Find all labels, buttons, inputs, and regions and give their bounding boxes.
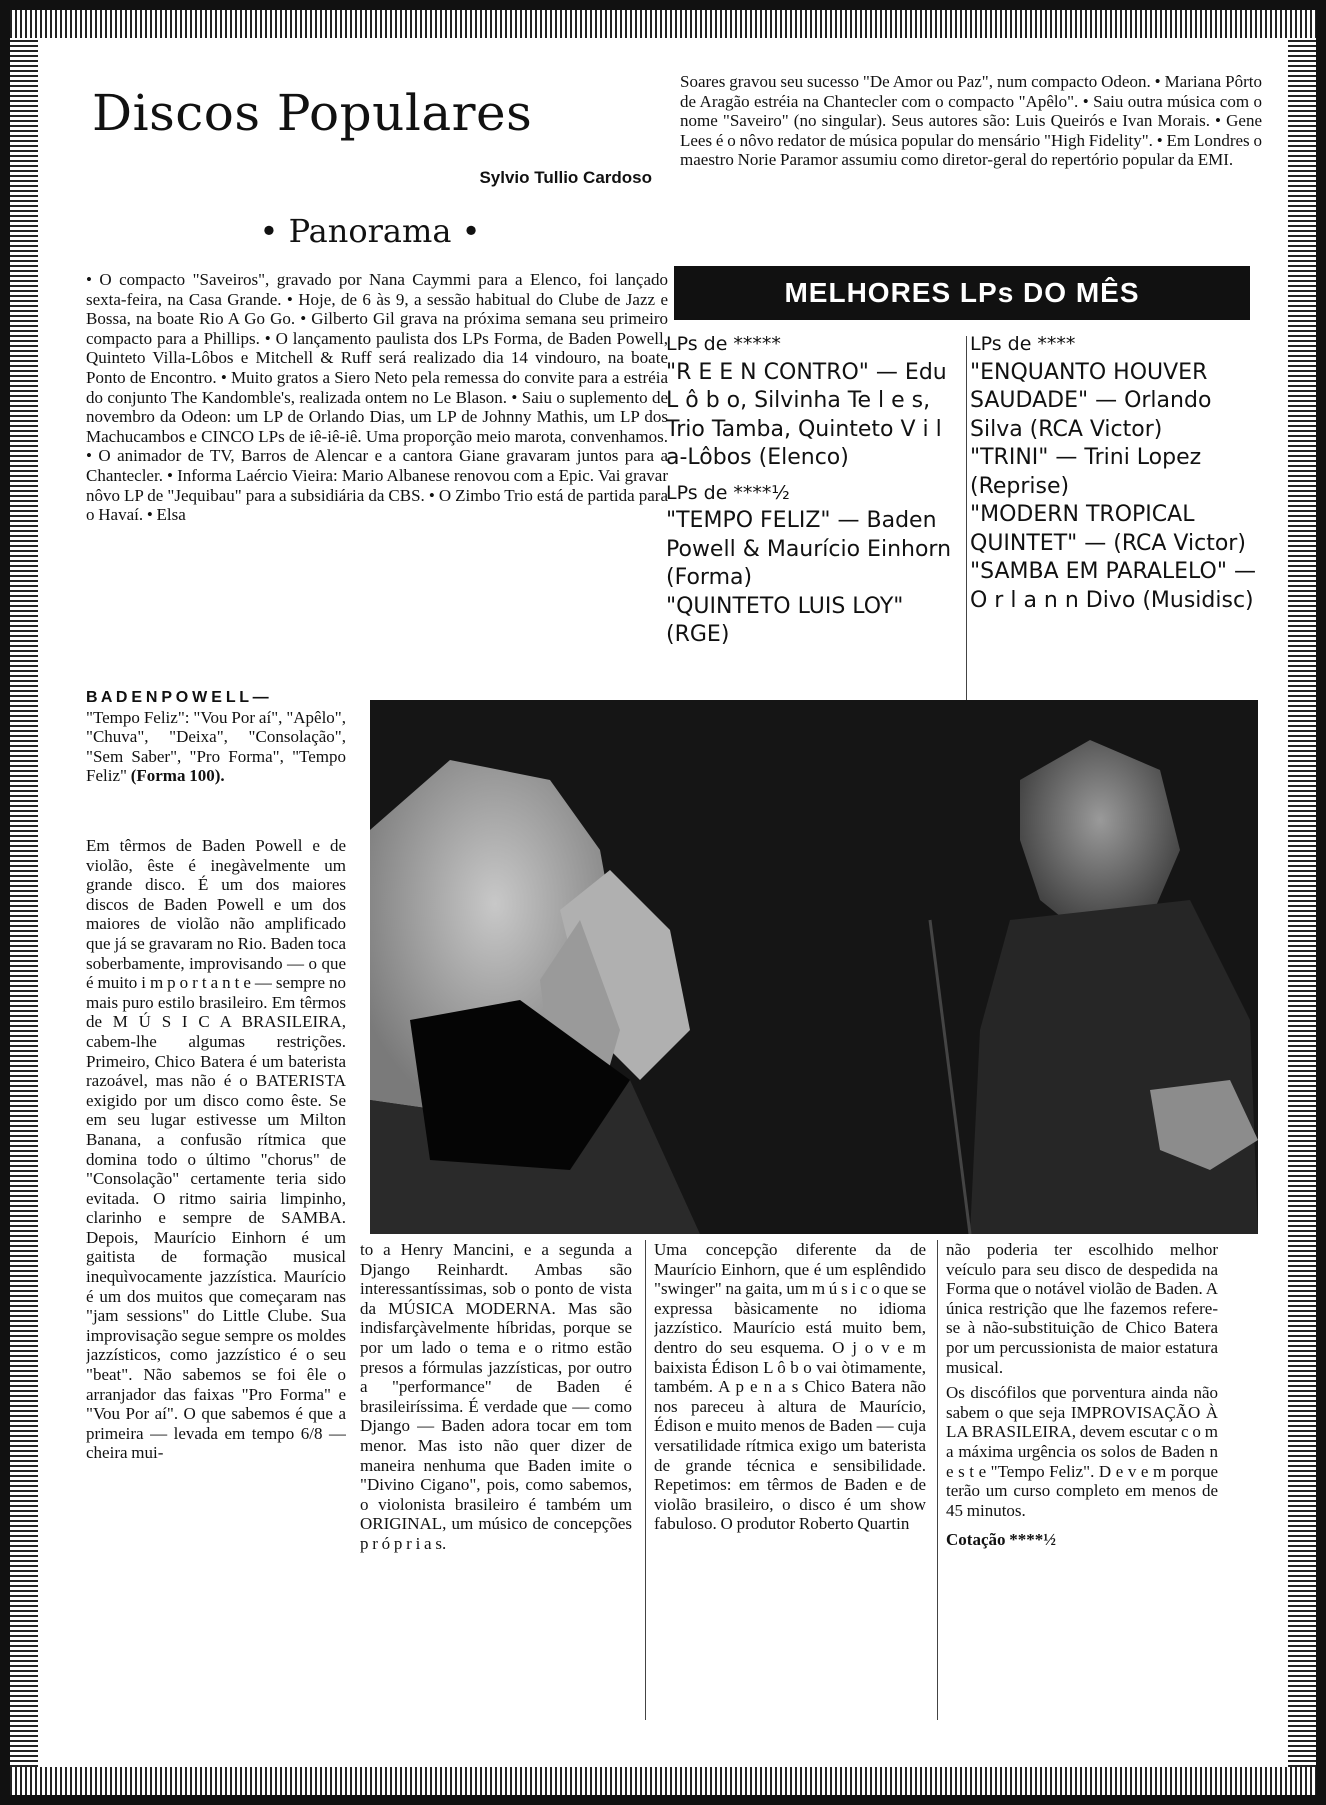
lps-left-heading: LPs de ***** <box>666 333 781 355</box>
panorama-text: • O compacto "Saveiros", gravado por Nana Caymmi para a Elenco, foi lançado sexta-feira, na Casa Grande. • Hoje, de 6 às 9, a sessão habitual do Clube de Jazz e Bossa, na boate Rio A Go Go. • Gilberto Gil grava na próxima semana seu primeiro compacto para a Phillips. • O lançamento paulista dos LPs Forma, de Baden Powell, Quinteto Villa-Lôbos e Mitchell & Ruff será realizado dia 14 vindouro, na boate Ponto de Encontro. • Muito gratos a Siero Neto pela remessa do convite para a estréia do conjunto The Kandomble's, realizada ontem no Le Blason. • Saiu o suplemento de novembro da Odeon: um LP de Orlando Dias, um LP de Johnny Mathis, um LP dos Machucambos e CINCO LPs de iê-iê-iê. Uma proporção meio marota, convenhamos. • O animador de TV, Barros de Alencar e a cantora Giane gravaram juntos para a Chantecler. • Informa Laércio Vieira: Mario Albanese renovou com a Epic. Vai gravar nôvo LP de "Jequibau" para a subsidiária da CBS. • O Zimbo Trio está de partida para o Havaí. • Elsa <box>86 270 668 525</box>
review-rating: Cotação ****½ <box>946 1530 1056 1550</box>
best-lps-banner: MELHORES LPs DO MÊS <box>674 266 1250 320</box>
panorama-continuation: Soares gravou seu sucesso "De Amor ou Paz", num compacto Odeon. • Mariana Pôrto de Aragão estréia na Chantecler com o compacto "Apêlo". • Saiu outra música com o nome "Saveiro" (no singular). Seus autores são: Luis Queirós e Ivan Morais. • Gene Lees é o nôvo redator de música popular do mensário "High Fidelity". • Em Londres o maestro Norie Paramor assumiu como diretor-geral do repertório popular da EMI. <box>680 72 1262 170</box>
review-header <box>86 688 346 838</box>
review-column-3: Uma concepção diferente da de Maurício Einhorn, que é um esplêndido "swinger" na gaita, um m ú s i c o que se expressa bàsicamente no idioma jazzístico. Maurício está muito bem, dentro do seu esquema. O j o v e m baixista Édison L ô b o vai òtimamente, também. A p e n a s Chico Batera não nos pareceu à altura de Maurício, Édison e muito menos de Baden — cuja versatilidade rítmica exigo um baterista de grande técnica e sensibilidade. Repetimos: em têrmos de Baden e de violão brasileiro, o disco é um show fabuloso. O produtor Roberto Quartin <box>654 1240 926 1534</box>
border-left <box>10 38 38 1767</box>
page-title: Discos Populares <box>92 84 533 142</box>
lp-item: "ENQUANTO HOUVER SAUDADE" — Orlando Silva (RCA Victor) <box>970 359 1212 442</box>
lps-left-column <box>666 330 962 720</box>
review-column-4-para-1: não poderia ter escolhido melhor veículo para seu disco de despedida na Forma que o notável violão de Baden. A única restrição que lhe fazemos refere-se à não-substituição de Chico Batera por um percussionista de maior estatura musical. <box>946 1240 1218 1377</box>
lps-right-column <box>970 330 1260 720</box>
lps-column-divider <box>966 336 967 706</box>
lp-item: "R E E N CONTRO" — Edu L ô b o, Silvinha Te l e s, Trio Tamba, Quinteto V i l a-Lôbos (Elenco) <box>666 359 947 470</box>
concert-photo-image <box>370 700 1258 1234</box>
lp-item: "QUINTETO LUIS LOY" (RGE) <box>666 593 904 647</box>
column-divider <box>645 1240 646 1720</box>
review-column-1: Em têrmos de Baden Powell e de violão, êste é inegàvelmente um grande disco. É um dos maiores discos de Baden Powell e um dos maiores de violão não amplificado que já se gravaram no Rio. Baden toca soberbamente, improvisando — o que é muito i m p o r t a n t e — sempre no mais puro estilo brasileiro. Em têrmos de M Ú S I C A BRASILEIRA, cabem-lhe algumas restrições. Primeiro, Chico Batera é um baterista razoável, mas não é o BATERISTA exigido por um disco como êste. Se em seu lugar estivesse um Milton Banana, a confusão rítmica que domina todo o último "chorus" de "Consolação" certamente teria sido evitada. O ritmo sairia limpinho, clarinho e sempre de SAMBA. Depois, Maurício Einhorn é um gaitista de formação musical inequìvocamente jazzística. Maurício é um dos muitos que começaram nas "jam sessions" do Little Clube. Sua improvisação segue sempre os moldes jazzísticos, como jazzístico é o seu "beat". Não sabemos se foi êle o arranjador das faixas "Pro Forma" e "Vou Por aí". O que sabemos é que a primeira — levada em tempo 6/8 — cheira mui- <box>86 836 346 1463</box>
border-bottom <box>10 1767 1316 1795</box>
lp-item: "TRINI" — Trini Lopez (Reprise) <box>970 445 1202 499</box>
lp-item: "TEMPO FELIZ" — Baden Powell & Maurício Einhorn (Forma) <box>666 508 952 590</box>
concert-photo <box>370 700 1258 1234</box>
review-label: (Forma 100). <box>130 766 225 786</box>
lps-left-heading-2: LPs de ****½ <box>666 481 790 504</box>
column-divider <box>937 1240 938 1720</box>
author-byline: Sylvio Tullio Cardoso <box>479 168 652 187</box>
lps-right-heading: LPs de **** <box>970 333 1076 355</box>
review-column-4 <box>946 1240 1218 1740</box>
review-column-4-para-2: Os discófilos que porventura ainda não sabem o que seja IMPROVISAÇÃO À LA BRASILEIRA, devem escutar c o m a máxima urgência os solos de Baden n e s t e "Tempo Feliz". D e v e m porque terão um curso completo em menos de 45 minutos. <box>946 1383 1218 1520</box>
border-right <box>1288 38 1316 1767</box>
review-artist: B A D E N P O W E L L — <box>86 689 269 706</box>
section-heading: • Panorama • <box>259 212 481 250</box>
lp-item: "SAMBA EM PARALELO" — O r l a n n Divo (Musidisc) <box>970 559 1256 613</box>
lp-item: "MODERN TROPICAL QUINTET" — (RCA Victor) <box>970 502 1246 556</box>
newspaper-page <box>40 40 1286 1765</box>
review-tracks: "Tempo Feliz": "Vou Por aí", "Apêlo", "Chuva", "Deixa", "Consolação", "Sem Saber", "Pro Forma", "Tempo Feliz" <box>86 707 346 786</box>
border-top <box>10 10 1316 38</box>
review-column-2: to a Henry Mancini, e a segunda a Django Reinhardt. Ambas são interessantíssimas, sob o ponto de vista da MÚSICA MODERNA. Mas são indisfarçàvelmente híbridas, porque se por um lado o tema e o ritmo estão presos a fórmulas jazzísticas, por outro a "performance" de Baden é brasileiríssima. É verdade que — como Django — Baden adora tocar em tom menor. Mas isto não quer dizer de maneira nenhuma que Baden imite o "Divino Cigano", pois, como sabemos, o violonista brasileiro é também um ORIGINAL, um músico de concepções p r ó p r i a s. <box>360 1240 632 1553</box>
